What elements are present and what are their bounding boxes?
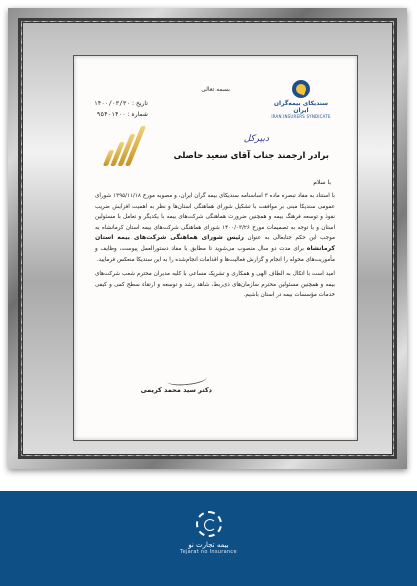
syndicate-name-en: IRAN INSURERS SYNDICATE [271,114,331,119]
number-value: ۱۴۰۰-۹۵۴ [96,111,126,118]
handwritten-signature [167,372,208,387]
tejarat-no-logo [149,511,269,555]
footer-brand-en: Tejarat no Insurance [180,549,237,555]
signer-name: دکتر سید محمد کریمی [140,386,212,394]
basmala: بسمه تعالی [201,86,230,93]
letter-paper [73,55,358,441]
paragraph-2: امید است با اتکال به الطاف الهی و همکاری و تشریک مساعی با کلیه مدیران محترم شعب شرکت‌های بیمه و همچنین مسئولین محترم سازمان‌های ذی‌ربط، شاهد رشد و توسعه و ارتقاء سطح کمی و کیفی خدمات مؤسسات بیمه در استان باشیم. [95,271,335,299]
syndicate-logo-icon [292,80,310,98]
syndicate-name-fa: سندیکای بیمه‌گران ایران [273,100,329,114]
tejarat-no-logo-icon [196,511,222,537]
gold-stripes-decoration [102,126,152,166]
syndicate-logo [271,80,331,119]
letter-title: برادر ارجمند جناب آقای سعید حاصلی [173,151,329,161]
number-label: شماره : [127,111,148,118]
secretary-script: دبیرکل [243,134,269,144]
appointment-title: رئیس شورای هماهنگی شرکت‌های بیمه استان کرمانشاه [95,234,335,252]
date-label: تاریخ : [132,100,148,107]
footer-brand-fa: بیمه تجارت نو [188,541,229,549]
footer-banner [0,491,417,586]
letter-meta [94,98,148,120]
paragraph-1: با استناد به مفاد تبصره ماده ۳ اساسنامه سندیکای بیمه گران ایران، و مصوبه مورخ ۱۳۹۵/۱۱/۱۸ شورای عمومی سندیکا مبنی بر موافقت با تشکیل شورای هماهنگی استان‌ها و نظر به اهمیت افزایش ضریب نفوذ و توسعه فرهنگ بیمه و همچنین ضرورت هماهنگی شرکت‌های بیمه با یکدیگر و تعامل با مسئولین استان و با توجه به تصمیمات مورخ ۱۴۰۰/۰۳/۲۶ شورای هماهنگی شرکت‌های بیمه استان کرمانشاه به موجب این حکم جنابعالی به عنوان رئیس شورای هماهنگی شرکت‌های بیمه استان کرمانشاه برای مدت دو سال منصوب می‌شوید تا مطابق با مفاد دستورالعمل پیوست، وظایف و مأموریت‌های محوله را انجام و گزارش فعالیت‌ها و اقدامات انجام‌شده را به این سندیکا منعکس فرمایید. [95,193,335,263]
salutation: با سلام [313,179,331,186]
letter-body [95,191,335,305]
date-value: ۱۴۰۰/۰۳/۳۰ [94,100,131,107]
